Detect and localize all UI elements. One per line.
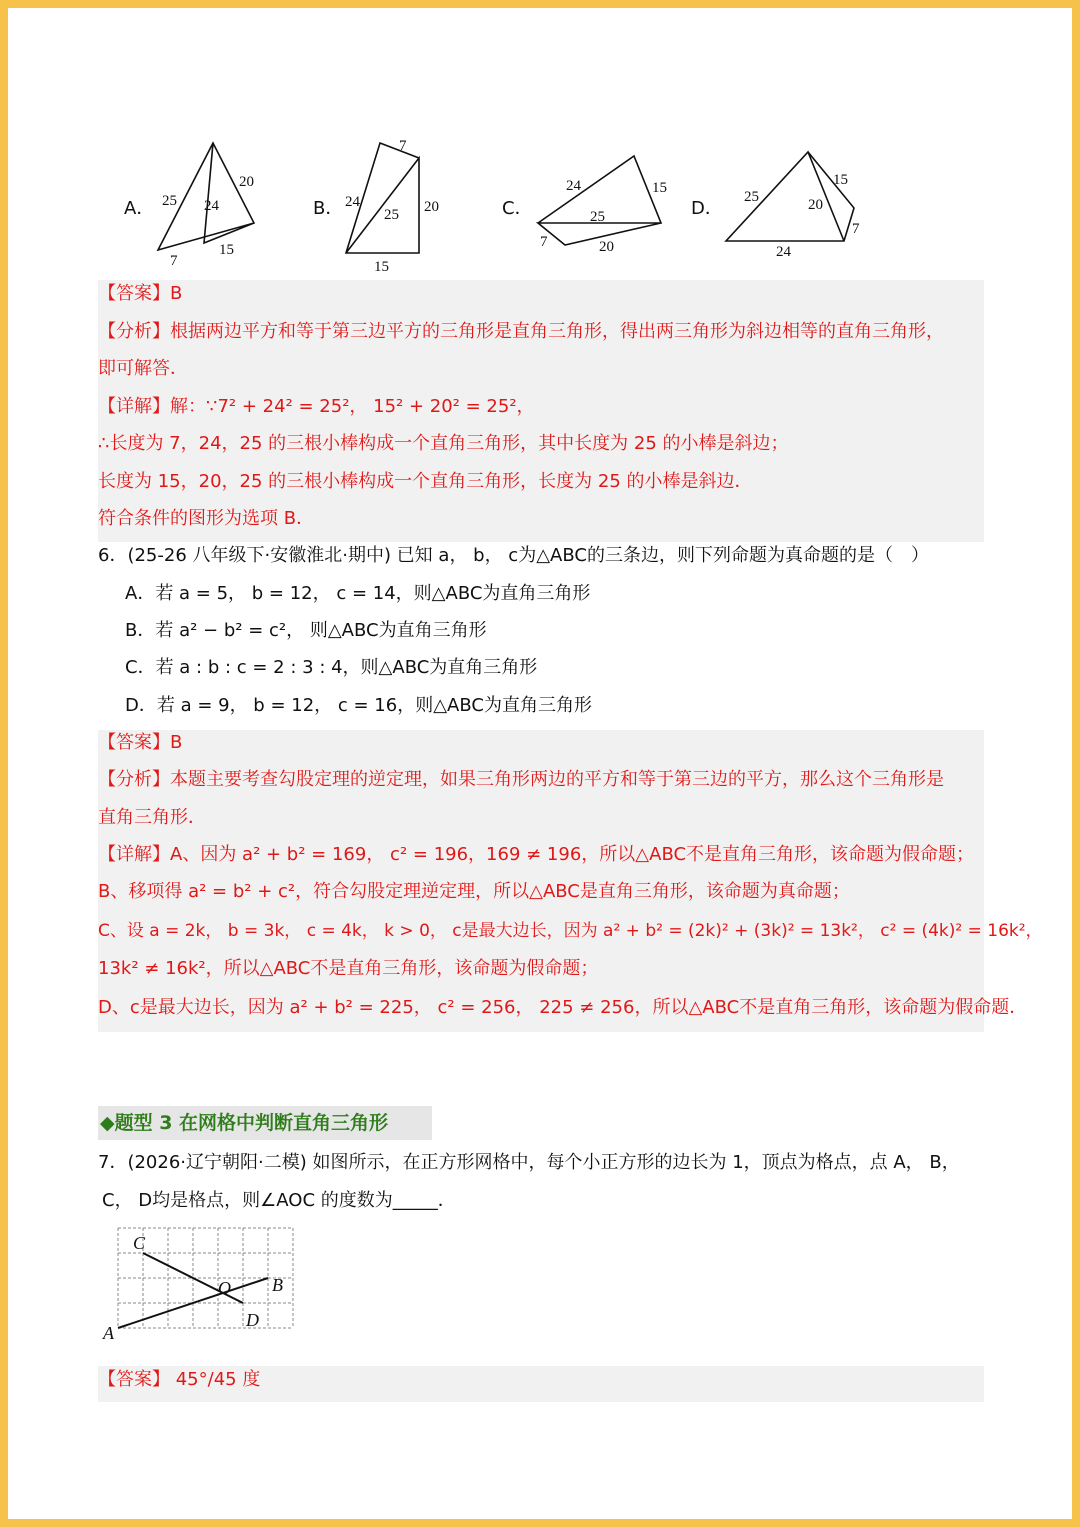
point-d-label: D <box>246 1310 259 1330</box>
q6-detail: B、移项得 a² = b² + c²，符合勾股定理逆定理，所以△ABC是直角三角形，该命题为真命题； <box>98 881 850 902</box>
fig-d-label: D． <box>691 198 723 219</box>
fig-b-label: B． <box>313 198 344 219</box>
point-a-label: A <box>103 1323 114 1343</box>
fig-a-side: 20 <box>239 174 254 190</box>
q7-grid-figure <box>100 1226 300 1370</box>
q6-option-b: B．若 a² − b² = c²， 则△ABC为直角三角形 <box>125 620 487 641</box>
fig-c-side: 7 <box>540 234 548 250</box>
q6-detail: 【详解】A、因为 a² + b² = 169， c² = 196，169 ≠ 196，所以△ABC不是直角三角形，该命题为假命题； <box>98 844 975 865</box>
q6-analysis: 直角三角形． <box>98 807 206 828</box>
q5-detail: 长度为 15，20，25 的三根小棒构成一个直角三角形，长度为 25 的小棒是斜边． <box>98 471 753 492</box>
fig-b-side: 24 <box>345 194 360 210</box>
q7-answer: 【答案】 45°/45 度 <box>98 1369 261 1390</box>
q6-stem: 6．(25-26 八年级下·安徽淮北·期中) 已知 a， b， c为△ABC的三条边，则下列命题为真命题的是（ ） <box>98 545 929 566</box>
q5-detail: ∴长度为 7，24，25 的三根小棒构成一个直角三角形，其中长度为 25 的小棒是斜边； <box>98 433 789 454</box>
fig-a-side: 24 <box>204 198 219 214</box>
fig-b-side: 15 <box>374 259 389 275</box>
fig-a-side: 7 <box>170 253 178 269</box>
q6-detail: C、设 a = 2k， b = 3k， c = 4k， k > 0， c是最大边长，因为 a² + b² = (2k)² + (3k)² = 13k²， c² = (4k)² = 16k²， <box>98 921 1043 941</box>
fig-d-side: 15 <box>833 172 848 188</box>
q6-option-d: D．若 a = 9， b = 12， c = 16，则△ABC为直角三角形 <box>125 695 592 716</box>
fig-b-side: 20 <box>424 199 439 215</box>
q6-detail: D、c是最大边长，因为 a² + b² = 225， c² = 256， 225 ≠ 256，所以△ABC不是直角三角形，该命题为假命题． <box>98 997 1028 1018</box>
fig-c-side: 24 <box>566 178 581 194</box>
fig-d-side: 7 <box>852 221 860 237</box>
point-c-label: C <box>133 1233 146 1253</box>
q5-answer: 【答案】B <box>98 283 183 304</box>
fig-b-side: 25 <box>384 207 399 223</box>
fig-b-side: 7 <box>399 138 407 154</box>
point-o-label: O <box>218 1278 231 1298</box>
q7-stem: C， D均是格点，则∠AOC 的度数为_____． <box>102 1190 456 1211</box>
fig-d-side: 20 <box>808 197 823 213</box>
q5-analysis: 即可解答． <box>98 358 188 379</box>
point-b-label: B <box>272 1275 283 1295</box>
q7-stem: 7．(2026·辽宁朝阳·二模) 如图所示，在正方形网格中，每个小正方形的边长为 1，顶点为格点，点 A， B， <box>98 1152 960 1173</box>
q6-detail: 13k² ≠ 16k²，所以△ABC不是直角三角形，该命题为假命题； <box>98 958 599 979</box>
fig-d-side: 25 <box>744 189 759 205</box>
section-heading: ◆题型 3 在网格中判断直角三角形 <box>98 1106 432 1140</box>
fig-c-triangles <box>538 156 661 245</box>
fig-c-side: 15 <box>652 180 667 196</box>
worksheet-page <box>8 8 1072 1519</box>
q5-figures <box>8 128 1072 278</box>
q5-analysis: 【分析】根据两边平方和等于第三边平方的三角形是直角三角形，得出两三角形为斜边相等的直角三角形， <box>98 321 944 342</box>
fig-c-label: C． <box>502 198 533 219</box>
q5-detail: 符合条件的图形为选项 B． <box>98 508 315 529</box>
fig-c-side: 20 <box>599 239 614 255</box>
q6-option-a: A．若 a = 5， b = 12， c = 14，则△ABC为直角三角形 <box>125 583 591 604</box>
fig-a-label: A． <box>124 198 155 219</box>
q5-detail: 【详解】解：∵7² + 24² = 25²， 15² + 20² = 25²， <box>98 396 535 417</box>
q7-grid-svg <box>100 1226 300 1366</box>
q6-option-c: C．若 a : b : c = 2 : 3 : 4，则△ABC为直角三角形 <box>125 657 538 678</box>
fig-a-side: 25 <box>162 193 177 209</box>
fig-a-side: 15 <box>219 242 234 258</box>
q6-answer: 【答案】B <box>98 732 183 753</box>
q6-analysis: 【分析】本题主要考查勾股定理的逆定理，如果三角形两边的平方和等于第三边的平方，那么这个三角形是 <box>98 769 944 790</box>
fig-d-side: 24 <box>776 244 791 260</box>
q5-figures-svg <box>8 128 1072 278</box>
fig-c-side: 25 <box>590 209 605 225</box>
